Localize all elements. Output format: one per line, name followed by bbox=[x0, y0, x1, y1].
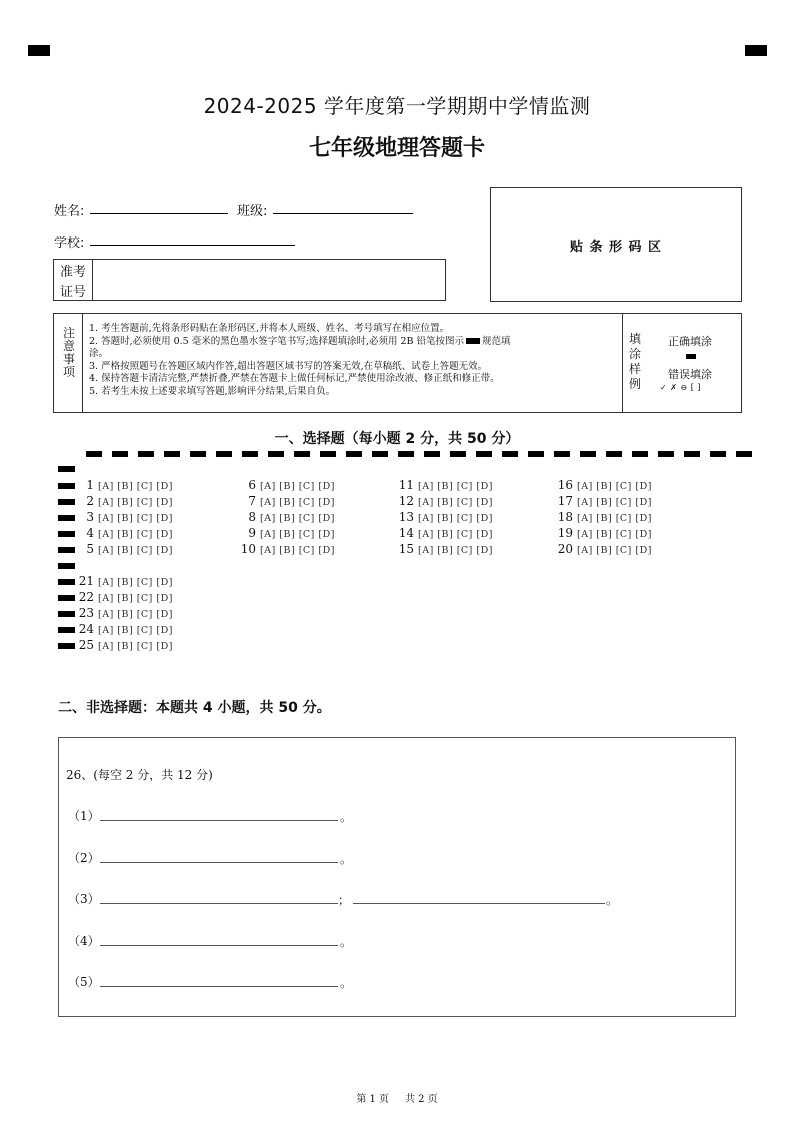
notes-heading-char: 项 bbox=[62, 365, 75, 379]
answer-options[interactable]: [A] [B] [C] [D] bbox=[577, 481, 652, 492]
dash-segment bbox=[450, 451, 466, 457]
note-item-3: 3. 严格按照题号在答题区域内作答,超出答题区域书写的答案无效,在草稿纸、试卷上答题无效。 bbox=[89, 360, 488, 372]
answer-options[interactable]: [A] [B] [C] [D] bbox=[98, 625, 173, 636]
name-field[interactable] bbox=[90, 213, 228, 214]
answer-options[interactable]: [A] [B] [C] [D] bbox=[577, 529, 652, 540]
question-number: 14 bbox=[398, 526, 414, 540]
answer-options[interactable]: [A] [B] [C] [D] bbox=[260, 497, 335, 508]
question-row[interactable] bbox=[555, 494, 652, 508]
question-row[interactable] bbox=[76, 590, 173, 604]
question-row[interactable] bbox=[76, 526, 173, 540]
question-number: 20 bbox=[557, 542, 573, 556]
timing-mark bbox=[58, 611, 75, 617]
timing-mark bbox=[58, 466, 75, 472]
sample-heading-char: 填 bbox=[628, 332, 641, 346]
question-row[interactable] bbox=[396, 510, 493, 524]
blank-label-4: （4） bbox=[68, 934, 100, 948]
question-number: 25 bbox=[78, 638, 94, 652]
period: 。 bbox=[340, 852, 353, 866]
question-row[interactable] bbox=[555, 510, 652, 524]
question-row[interactable] bbox=[76, 638, 173, 652]
dash-segment bbox=[710, 451, 726, 457]
question-number: 23 bbox=[78, 606, 94, 620]
question-row[interactable] bbox=[76, 478, 173, 492]
answer-options[interactable]: [A] [B] [C] [D] bbox=[418, 513, 493, 524]
dash-segment bbox=[658, 451, 674, 457]
wrong-fill-sample: ✓ ✗ ⊖ [ ] bbox=[660, 383, 702, 392]
blank-label-5: （5） bbox=[68, 975, 100, 989]
dash-segment bbox=[372, 451, 388, 457]
section2-title: 二、非选择题：本题共 4 小题，共 50 分。 bbox=[58, 700, 331, 716]
timing-mark bbox=[58, 483, 75, 489]
exam-id-label-top: 准考 bbox=[60, 265, 87, 280]
semicolon: ； bbox=[338, 893, 351, 907]
alignment-mark-top-right bbox=[745, 45, 767, 56]
question-number: 18 bbox=[557, 510, 573, 524]
answer-options[interactable]: [A] [B] [C] [D] bbox=[98, 593, 173, 604]
question-row[interactable] bbox=[238, 494, 335, 508]
question-row[interactable] bbox=[76, 622, 173, 636]
question-number: 10 bbox=[240, 542, 256, 556]
note-item-2-cont: 涂。 bbox=[89, 348, 109, 360]
question-row[interactable] bbox=[238, 542, 335, 556]
answer-options[interactable]: [A] [B] [C] [D] bbox=[577, 497, 652, 508]
answer-options[interactable]: [A] [B] [C] [D] bbox=[260, 513, 335, 524]
sample-heading bbox=[626, 332, 644, 392]
notes-list bbox=[89, 323, 511, 399]
answer-line-1[interactable] bbox=[100, 820, 338, 821]
question-row[interactable] bbox=[76, 494, 173, 508]
note-item-2-text: 2. 答题时,必须使用 0.5 毫米的黑色墨水签字笔书写;选择题填涂时,必须用 2B 铅笔按图示 bbox=[89, 335, 465, 347]
dash-segment bbox=[606, 451, 622, 457]
page-footer bbox=[0, 1090, 794, 1105]
answer-options[interactable]: [A] [B] [C] [D] bbox=[98, 497, 173, 508]
question-number: 16 bbox=[557, 478, 573, 492]
dash-segment bbox=[190, 451, 206, 457]
blank-label-3: （3） bbox=[68, 892, 100, 906]
answer-options[interactable]: [A] [B] [C] [D] bbox=[260, 529, 335, 540]
answer-options[interactable]: [A] [B] [C] [D] bbox=[577, 545, 652, 556]
answer-options[interactable]: [A] [B] [C] [D] bbox=[418, 481, 493, 492]
dash-segment bbox=[346, 451, 362, 457]
dash-segment bbox=[216, 451, 232, 457]
timing-mark bbox=[58, 499, 75, 505]
dash-segment bbox=[86, 451, 102, 457]
question-row[interactable] bbox=[76, 606, 173, 620]
answer-options[interactable]: [A] [B] [C] [D] bbox=[418, 529, 493, 540]
answer-options[interactable]: [A] [B] [C] [D] bbox=[577, 513, 652, 524]
dash-segment bbox=[320, 451, 336, 457]
question-row[interactable] bbox=[238, 478, 335, 492]
question-row[interactable] bbox=[555, 478, 652, 492]
blank-label-1: （1） bbox=[68, 809, 100, 823]
answer-line-4[interactable] bbox=[100, 945, 338, 946]
school-label: 学校: bbox=[54, 236, 85, 251]
timing-mark bbox=[58, 627, 75, 633]
note-item-1: 1. 考生答题前,先将条形码贴在条形码区,并将本人班级、姓名、考号填写在相应位置。 bbox=[89, 323, 450, 334]
answer-options[interactable]: [A] [B] [C] [D] bbox=[98, 577, 173, 588]
sample-heading-char: 例 bbox=[628, 377, 641, 391]
dash-segment bbox=[424, 451, 440, 457]
question-number: 9 bbox=[248, 526, 256, 540]
sample-heading-char: 样 bbox=[628, 362, 641, 376]
dash-segment bbox=[502, 451, 518, 457]
answer-options[interactable]: [A] [B] [C] [D] bbox=[98, 641, 173, 652]
answer-card-title: 七年级地理答题卡 bbox=[308, 136, 485, 161]
question-row[interactable] bbox=[396, 478, 493, 492]
period: 。 bbox=[340, 935, 353, 949]
dash-segment bbox=[632, 451, 648, 457]
answer-options[interactable]: [A] [B] [C] [D] bbox=[260, 545, 335, 556]
notes-heading-char: 事 bbox=[62, 352, 75, 366]
question-row[interactable] bbox=[238, 526, 335, 540]
answer-options[interactable]: [A] [B] [C] [D] bbox=[98, 609, 173, 620]
dash-segment bbox=[164, 451, 180, 457]
answer-options[interactable]: [A] [B] [C] [D] bbox=[98, 513, 173, 524]
answer-options[interactable]: [A] [B] [C] [D] bbox=[98, 529, 173, 540]
question-number: 17 bbox=[557, 494, 573, 508]
page-total: 共 2 页 bbox=[404, 1094, 438, 1105]
question-number: 3 bbox=[86, 510, 94, 524]
question-row[interactable] bbox=[555, 542, 652, 556]
dash-segment bbox=[138, 451, 154, 457]
question-number: 11 bbox=[398, 478, 414, 492]
period: 。 bbox=[606, 893, 619, 907]
period: 。 bbox=[340, 810, 353, 824]
timing-mark bbox=[58, 531, 75, 537]
timing-mark bbox=[58, 595, 75, 601]
answer-line-3a[interactable] bbox=[100, 903, 338, 904]
answer-options[interactable]: [A] [B] [C] [D] bbox=[260, 481, 335, 492]
question-row[interactable] bbox=[76, 542, 173, 556]
wrong-fill-label: 错误填涂 bbox=[668, 368, 712, 381]
answer-options[interactable]: [A] [B] [C] [D] bbox=[418, 545, 493, 556]
note-item-2 bbox=[89, 336, 511, 349]
question-row[interactable] bbox=[238, 510, 335, 524]
notes-heading-char: 注 bbox=[62, 326, 75, 340]
dash-segment bbox=[268, 451, 284, 457]
question-row[interactable] bbox=[76, 574, 173, 588]
question-row[interactable] bbox=[396, 494, 493, 508]
answer-options[interactable]: [A] [B] [C] [D] bbox=[98, 545, 173, 556]
note-item-5: 5. 若考生未按上述要求填写答题,影响评分结果,后果自负。 bbox=[89, 385, 336, 397]
question-number: 2 bbox=[86, 494, 94, 508]
alignment-mark-top-left bbox=[28, 45, 50, 56]
barcode-label: 贴 条 形 码 区 bbox=[569, 240, 663, 255]
dash-segment bbox=[736, 451, 752, 457]
dash-segment bbox=[528, 451, 544, 457]
dash-segment bbox=[554, 451, 570, 457]
dash-segment bbox=[684, 451, 700, 457]
correct-fill-label: 正确填涂 bbox=[668, 335, 712, 348]
dash-segment bbox=[112, 451, 128, 457]
timing-mark bbox=[58, 579, 75, 585]
exam-title: 2024-2025 学年度第一学期期中学情监测 bbox=[203, 94, 591, 118]
question-row[interactable] bbox=[76, 510, 173, 524]
note-item-2-suffix: 规范填 bbox=[482, 335, 511, 347]
question-number: 8 bbox=[248, 510, 256, 524]
timing-mark bbox=[58, 563, 75, 569]
exam-id-label-bottom: 证号 bbox=[60, 285, 87, 300]
correct-fill-sample bbox=[686, 354, 696, 359]
sample-heading-char: 涂 bbox=[628, 347, 641, 361]
answer-options[interactable]: [A] [B] [C] [D] bbox=[418, 497, 493, 508]
question-number: 4 bbox=[86, 526, 94, 540]
question-number: 19 bbox=[557, 526, 573, 540]
notes-divider-left bbox=[82, 313, 83, 413]
section1-title: 一、选择题（每小题 2 分，共 50 分） bbox=[274, 431, 520, 447]
page-number: 第 1 页 bbox=[356, 1094, 390, 1105]
timing-mark bbox=[58, 515, 75, 521]
name-label: 姓名: bbox=[54, 204, 85, 219]
dash-segment bbox=[476, 451, 492, 457]
exam-id-field[interactable] bbox=[93, 260, 445, 300]
dash-segment bbox=[294, 451, 310, 457]
timing-mark bbox=[58, 643, 75, 649]
fill-sample-mark bbox=[466, 338, 480, 344]
question-number: 15 bbox=[398, 542, 414, 556]
blank-label-2: （2） bbox=[68, 851, 100, 865]
answer-options[interactable]: [A] [B] [C] [D] bbox=[98, 481, 173, 492]
class-label: 班级: bbox=[237, 204, 268, 219]
q26-label: 26、(每空 2 分，共 12 分) bbox=[66, 768, 213, 782]
period: 。 bbox=[340, 976, 353, 990]
answer-line-3b[interactable] bbox=[353, 903, 605, 904]
notes-heading bbox=[60, 327, 78, 379]
timing-mark bbox=[58, 547, 75, 553]
answer-line-5[interactable] bbox=[100, 986, 338, 987]
question-number: 13 bbox=[398, 510, 414, 524]
question-number: 21 bbox=[78, 574, 94, 588]
question-number: 7 bbox=[248, 494, 256, 508]
notes-divider-right bbox=[622, 313, 623, 413]
class-field[interactable] bbox=[273, 213, 413, 214]
dash-segment bbox=[242, 451, 258, 457]
dash-segment bbox=[580, 451, 596, 457]
question-row[interactable] bbox=[396, 526, 493, 540]
answer-line-2[interactable] bbox=[100, 862, 338, 863]
question-number: 5 bbox=[86, 542, 94, 556]
note-item-4: 4. 保持答题卡清洁完整,严禁折叠,严禁在答题卡上做任何标记,严禁使用涂改液、修正纸和修正带。 bbox=[89, 373, 500, 385]
question-row[interactable] bbox=[396, 542, 493, 556]
question-number: 1 bbox=[86, 478, 94, 492]
question-number: 22 bbox=[78, 590, 94, 604]
notes-heading-char: 意 bbox=[62, 339, 75, 353]
dash-segment bbox=[398, 451, 414, 457]
question-number: 24 bbox=[78, 622, 94, 636]
question-row[interactable] bbox=[555, 526, 652, 540]
question-number: 6 bbox=[248, 478, 256, 492]
question-number: 12 bbox=[398, 494, 414, 508]
school-field[interactable] bbox=[90, 245, 295, 246]
